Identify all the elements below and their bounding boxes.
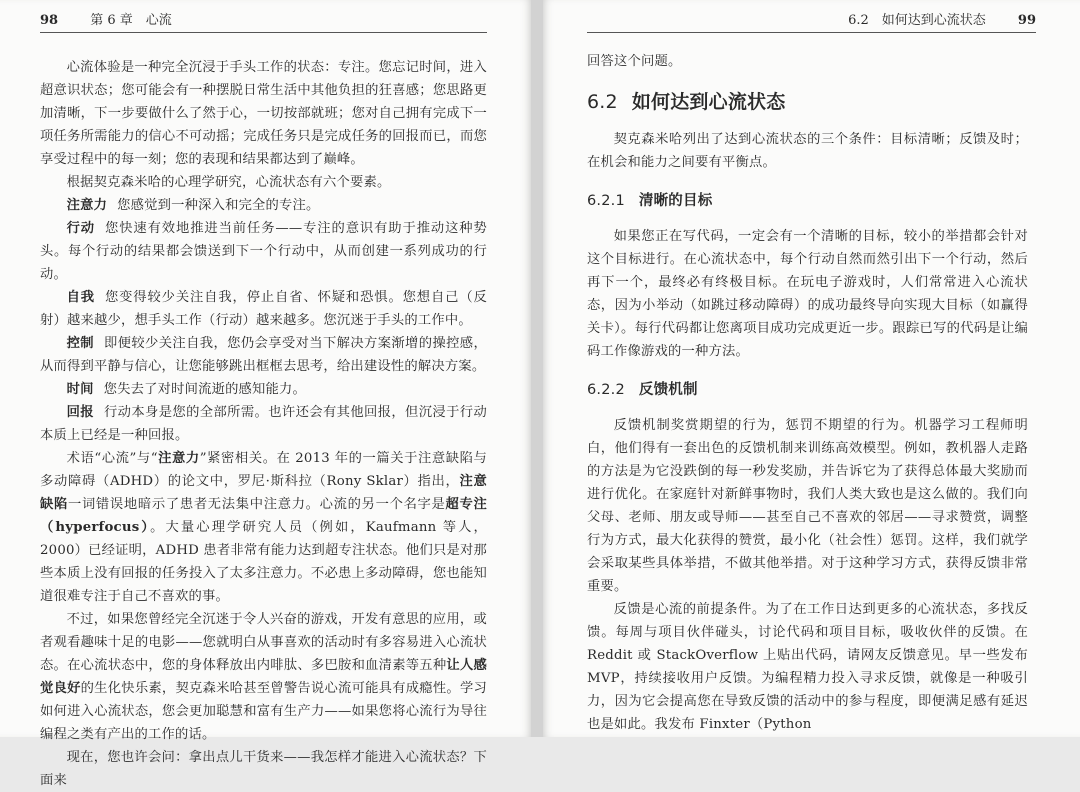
keyword: 让人感觉良好	[40, 658, 487, 696]
subsection-number: 6.2.1	[587, 193, 625, 209]
paragraph: 反馈是心流的前提条件。为了在工作日达到更多的心流状态，多找反馈。每周与项目伙伴碰头，讨论代码和项目目标，吸收伙伴的反馈。在 Reddit 或 StackOverflow 上贴出代码，请网友反馈意见。早一些发布 MVP，持续接收用户反馈。为编程精力投入寻求反馈，就像是一种吸引力，因为它会提高您在导致反馈的活动中的参与程度，即便满足感有延迟也是如此。我发布 Finxter（Python	[587, 602, 1028, 732]
page-number: 98	[40, 13, 59, 28]
keyword: 注意力	[157, 451, 200, 466]
paragraph-hyperfocus	[40, 447, 487, 608]
right-page-body	[587, 50, 1028, 736]
text-run: 。大量心理学研究人员（例如，Kaufmann 等人，2000）已经证明，ADHD 患者非常有能力达到超专注状态。他们只是对那些本质上没有回报的任务投入了太多注意力。不必患上多动障碍，您也能知道很难专注于自己不喜欢的事。	[40, 520, 488, 604]
flow-element-self	[40, 286, 487, 332]
text-run: 的生化快乐素，契克森米哈甚至曾警告说心流可能具有成瘾性。学习如何进入心流状态，您会更加聪慧和富有生产力——如果您将心流行为导往编程之类有产出的工作的话。	[40, 681, 487, 742]
text-run: ”紧密相关。在 2013 年的一篇关于注意缺陷与多动障碍（ADHD）的论文中，罗尼·斯科拉（Rony Sklar）指出，	[40, 451, 488, 489]
element-term: 自我	[66, 290, 95, 305]
paragraph: 现在，您也许会问：拿出点儿干货来——我怎样才能进入心流状态？下面来	[40, 750, 487, 788]
element-text: 您感觉到一种深入和完全的专注。	[117, 198, 320, 213]
text-run: 不过，如果您曾经完全沉迷于令人兴奋的游戏，开发有意思的应用，或者观看趣味十足的电影——您就明白从事喜欢的活动时有多容易进入心流状态。在心流状态中，您的身体释放出内啡肽、多巴胺和血清素等五种	[40, 612, 487, 673]
subsection-title: 反馈机制	[638, 382, 698, 398]
paragraph: 契克森米哈列出了达到心流状态的三个条件：目标清晰；反馈及时；在机会和能力之间要有平衡点。	[587, 132, 1028, 170]
text-run: 一词错误地暗示了患者无法集中注意力。心流的另一个名字是	[67, 497, 446, 512]
flow-element-action	[40, 217, 487, 286]
subsection-heading	[587, 379, 1028, 402]
element-text: 您失去了对时间流逝的感知能力。	[103, 382, 307, 397]
section-title: 如何达到心流状态	[631, 91, 786, 113]
paragraph: 反馈机制奖赏期望的行为，惩罚不期望的行为。机器学习工程师明白，他们得有一套出色的反馈机制来训练高效模型。例如，教机器人走路的方法是为它没跌倒的每一秒发奖励，并告诉它为了获得总体最大奖励而进行优化。在家庭针对新鲜事物时，我们人类大致也是这么做的。我们向父母、老师、朋友或导师——甚至自己不喜欢的邻居——寻求赞赏，调整行为方式，最大化获得的赞赏，最小化（社会性）惩罚。这样，我们就学会采取某些具体举措，不做其他举措。对于这种学习方式，获得反馈非常重要。	[587, 418, 1028, 594]
paragraph-flow-activities	[40, 608, 487, 746]
element-term: 控制	[66, 336, 94, 351]
flow-element-reward	[40, 401, 487, 447]
element-text: 您变得较少关注自我，停止自省、怀疑和恐惧。您想自己（反射）越来越少，想手头工作（行动）越来越多。您沉迷于手头的工作中。	[40, 290, 487, 328]
keyword: 注意缺陷	[40, 474, 488, 512]
chapter-title: 第 6 章 心流	[90, 13, 172, 28]
section-number: 6.2	[587, 91, 618, 113]
section-heading	[587, 91, 1028, 114]
subsection-heading	[587, 190, 1028, 213]
element-term: 回报	[66, 405, 94, 420]
keyword: 超专注（hyperfocus）	[40, 497, 487, 535]
left-page	[0, 0, 531, 788]
page-number: 99	[1017, 13, 1036, 28]
element-text: 行动本身是您的全部所需。也许还会有其他回报，但沉浸于行动本质上已经是一种回报。	[40, 405, 487, 443]
left-page-body	[40, 56, 487, 792]
flow-element-control	[40, 332, 487, 378]
paragraph: 回答这个问题。	[587, 54, 682, 69]
element-term: 注意力	[66, 198, 108, 213]
element-term: 行动	[66, 221, 95, 236]
element-text: 即便较少关注自我，您仍会享受对当下解决方案渐增的操控感，从而得到平静与信心，让您能够跳出框框去思考，给出建设性的解决方案。	[40, 336, 487, 374]
flow-element-time	[40, 378, 487, 401]
paragraph: 心流体验是一种完全沉浸于手头工作的状态：专注。您忘记时间，进入超意识状态；您可能会有一种摆脱日常生活中其他负担的狂喜感；您思路更加清晰，下一步要做什么了然于心，一切按部就班；您对自己拥有完成下一项任务所需能力的信心不可动摇；完成任务只是完成任务的回报而已，而您享受过程中的每一刻；您的表现和结果都达到了巅峰。	[40, 60, 487, 167]
paragraph: 如果您正在写代码，一定会有一个清晰的目标，较小的举措都会针对这个目标进行。在心流状态中，每个行动自然而然引出下一个行动，然后再下一个，最终必有终极目标。在玩电子游戏时，人们常常进入心流状态，因为小举动（如跳过移动障碍）的成功最终导向实现大目标（如赢得关卡）。每行代码都让您离项目成功完成更近一步。跟踪已写的代码是让编码工作像游戏的一种方法。	[587, 229, 1028, 359]
flow-element-attention	[40, 194, 487, 217]
right-page-header	[587, 10, 1036, 33]
paragraph: 根据契克森米哈的心理学研究，心流状态有六个要素。	[66, 175, 391, 190]
text-run: 术语“心流”与“	[66, 451, 158, 466]
subsection-title: 清晰的目标	[638, 193, 713, 209]
book-gutter	[531, 0, 543, 737]
element-text: 您快速有效地推进当前任务——专注的意识有助于推动这种势头。每个行动的结果都会馈送到下一个行动中，从而创建一系列成功的行动。	[40, 221, 487, 282]
left-page-header	[40, 10, 487, 33]
right-page	[543, 0, 1080, 737]
section-running-title: 6.2 如何达到心流状态	[848, 13, 986, 28]
subsection-number: 6.2.2	[587, 382, 625, 398]
element-term: 时间	[66, 382, 94, 397]
